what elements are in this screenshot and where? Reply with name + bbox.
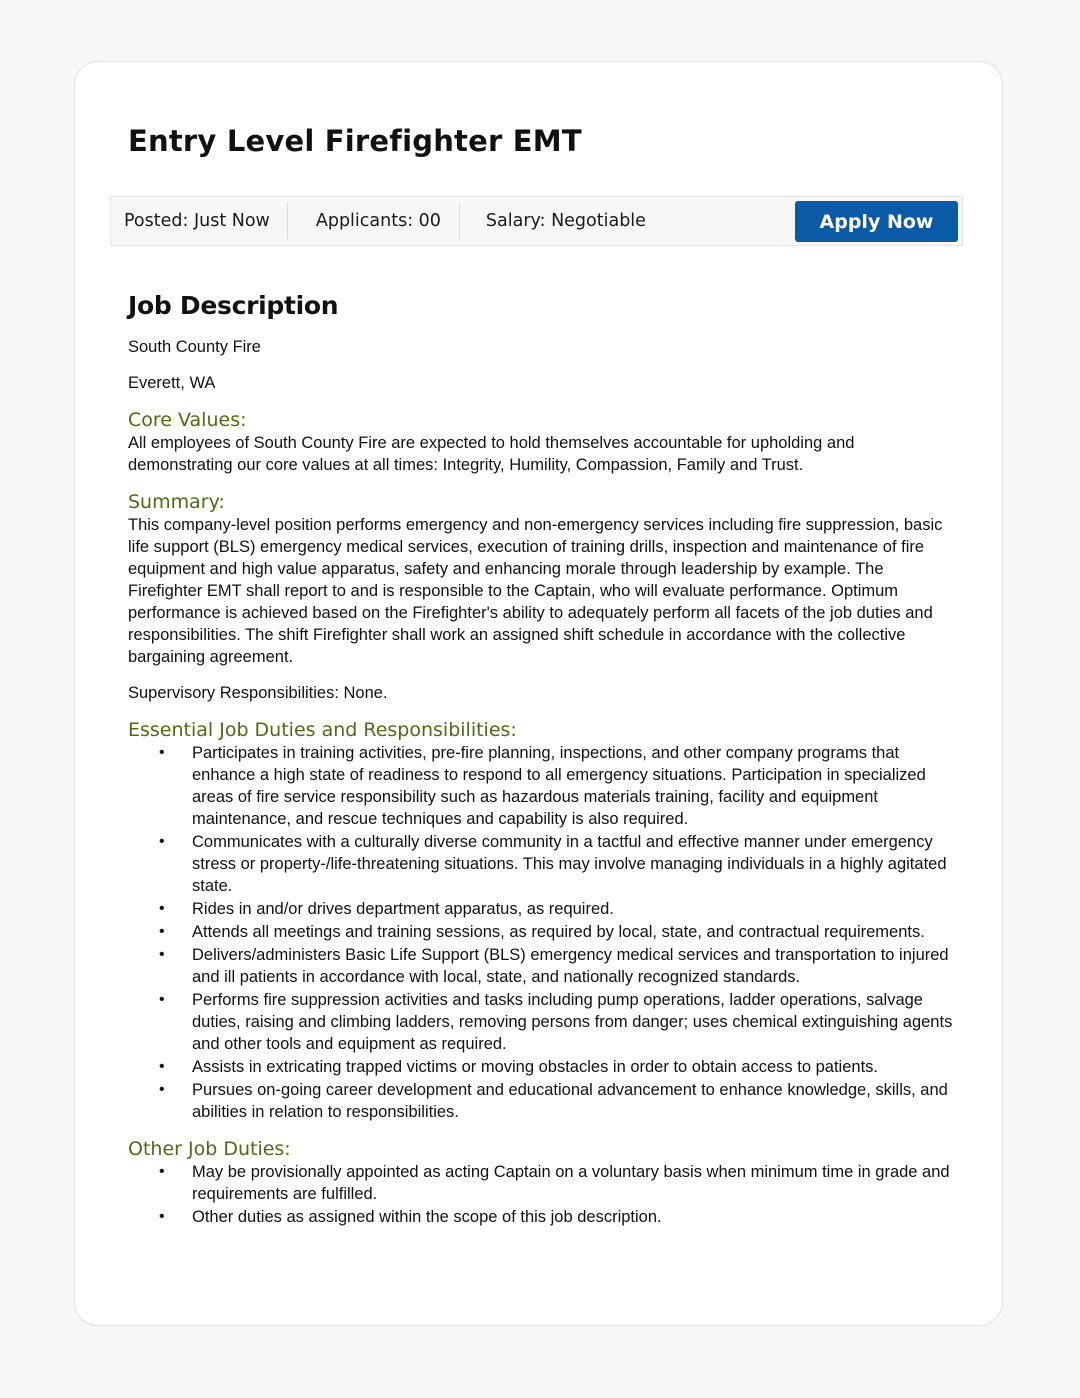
essential-duties-heading: Essential Job Duties and Responsibilities: bbox=[128, 719, 517, 741]
bullet-icon: • bbox=[159, 946, 165, 963]
supervisory-responsibilities: Supervisory Responsibilities: None. bbox=[128, 684, 388, 702]
core-values-text: All employees of South County Fire are expected to hold themselves accountable for upholding and demonstrating our core values at all times: Integrity, Humility, Compassion, Family and Trust. bbox=[128, 434, 855, 474]
bullet-icon: • bbox=[159, 744, 165, 761]
job-title: Entry Level Firefighter EMT bbox=[128, 124, 582, 158]
job-meta-bar bbox=[110, 196, 963, 246]
job-description bbox=[128, 290, 958, 1242]
bullet-icon: • bbox=[159, 1081, 165, 1098]
list-item: • Communicates with a culturally diverse community in a tactful and effective manner under emergency stress or property-/life-threatening situations. This may involve managing individuals in a highly agitated state. bbox=[159, 833, 947, 895]
bullet-icon: • bbox=[159, 1058, 165, 1075]
list-item: • May be provisionally appointed as acting Captain on a voluntary basis when minimum time in grade and requirements are fulfilled. bbox=[159, 1163, 950, 1203]
list-item: • Other duties as assigned within the scope of this job description. bbox=[159, 1208, 662, 1226]
job-location: Everett, WA bbox=[128, 374, 216, 392]
essential-duties-list bbox=[128, 742, 958, 1123]
other-duties-heading: Other Job Duties: bbox=[128, 1138, 291, 1160]
list-item: • Assists in extricating trapped victims or moving obstacles in order to obtain access to patients. bbox=[159, 1058, 878, 1076]
other-duties-list bbox=[128, 1161, 958, 1228]
bullet-icon: • bbox=[159, 833, 165, 850]
applicants-count: Applicants: 00 bbox=[315, 211, 441, 231]
bullet-icon: • bbox=[159, 900, 165, 917]
list-item: • Rides in and/or drives department apparatus, as required. bbox=[159, 900, 614, 918]
employer-name: South County Fire bbox=[128, 338, 261, 356]
list-item: • Pursues on-going career development and educational advancement to enhance knowledge, skills, and abilities in relation to responsibilities. bbox=[159, 1081, 948, 1121]
job-description-heading: Job Description bbox=[128, 291, 339, 320]
apply-now-button[interactable]: Apply Now bbox=[795, 201, 958, 242]
summary-text: This company-level position performs emergency and non-emergency services including fire suppression, basic life support (BLS) emergency medical services, execution of training drills, inspection and maintenance of fire equipment and high value apparatus, safety and enhancing morale through leadership by example. The Firefighter EMT shall report to and is responsible to the Captain, who will evaluate performance. Optimum performance is achieved based on the Firefighter's ability to adequately perform all facets of the job duties and responsibilities. The shift Firefighter shall work an assigned shift schedule in accordance with the collective bargaining agreement. bbox=[128, 516, 943, 666]
list-item: • Participates in training activities, pre-fire planning, inspections, and other company programs that enhance a high state of readiness to respond to all emergency situations. Participation in specialized areas of fire service responsibility such as hazardous materials training, facility and equipment maintenance, and rescue techniques and capability is also required. bbox=[159, 744, 926, 828]
bullet-icon: • bbox=[159, 991, 165, 1008]
salary-info: Salary: Negotiable bbox=[485, 211, 646, 231]
list-item: • Delivers/administers Basic Life Support (BLS) emergency medical services and transportation to injured and ill patients in accordance with local, state, and nationally recognized standards. bbox=[159, 946, 949, 986]
bullet-icon: • bbox=[159, 1208, 165, 1225]
bullet-icon: • bbox=[159, 1163, 165, 1180]
list-item: • Attends all meetings and training sessions, as required by local, state, and contractual requirements. bbox=[159, 923, 925, 941]
core-values-heading: Core Values: bbox=[128, 409, 247, 431]
job-posting-card bbox=[74, 61, 1003, 1326]
summary-heading: Summary: bbox=[128, 491, 225, 513]
posted-date: Posted: Just Now bbox=[124, 211, 270, 231]
list-item: • Performs fire suppression activities and tasks including pump operations, ladder operations, salvage duties, raising and climbing ladders, removing persons from danger; uses chemical extinguishing agents and other tools and equipment as required. bbox=[159, 991, 953, 1053]
bullet-icon: • bbox=[159, 923, 165, 940]
